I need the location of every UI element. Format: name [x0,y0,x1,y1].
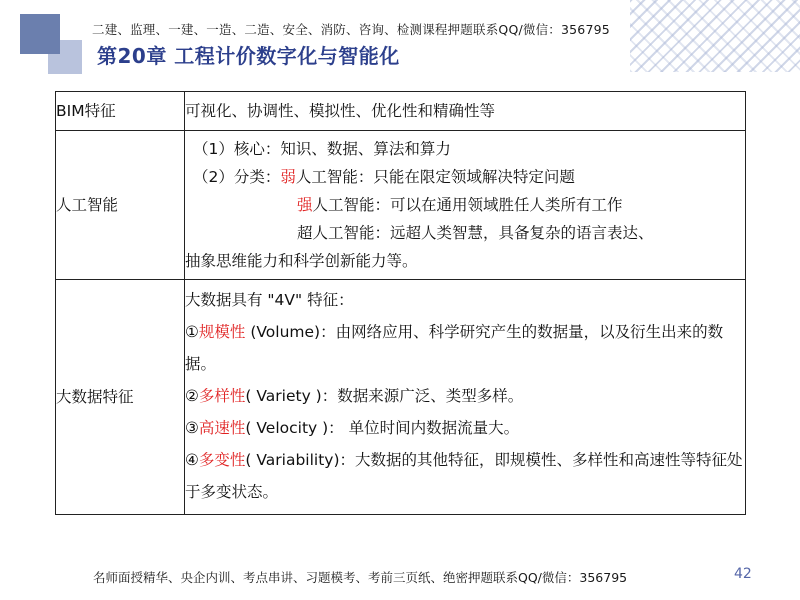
item-desc: ( Velocity )： 单位时间内数据流量大。 [245,419,520,437]
ai-core-line: （1）核心：知识、数据、算法和算力 [193,140,451,158]
table-row-ai [56,131,746,280]
decorative-square-dark [20,14,60,54]
page-number: 42 [734,566,752,582]
item-name: 高速性 [198,419,246,437]
ai-super-line-cont: 抽象思维能力和科学创新能力等。 [185,252,418,270]
row-label-bim: BIM特征 [56,92,185,131]
ai-strong-line [185,191,745,219]
row-body-big-data [185,280,746,515]
item-name: 多变性 [198,451,246,469]
footer-contact-line: 名师面授精华、央企内训、考点串讲、习题模考、考前三页纸、绝密押题联系QQ/微信：356795 [93,570,628,585]
item-number: ① [185,323,199,341]
big-data-intro: 大数据具有 "4V" 特征： [185,291,354,309]
big-data-item-variability [185,444,745,508]
item-name: 多样性 [198,387,246,405]
big-data-item-variety [185,380,745,412]
row-body-bim: 可视化、协调性、模拟性、优化性和精确性等 [185,92,746,131]
feature-table [55,91,746,515]
item-desc: ( Variety )：数据来源广泛、类型多样。 [245,387,524,405]
ai-weak-desc: 人工智能：只能在限定领域解决特定问题 [295,168,575,186]
header-contact-line: 二建、监理、一建、一造、二造、安全、消防、咨询、检测课程押题联系QQ/微信：356795 [92,22,610,37]
item-number: ② [185,387,199,405]
item-number: ③ [185,419,199,437]
row-body-ai [185,131,746,280]
row-label-big-data: 大数据特征 [56,280,185,515]
ai-weak-keyword: 弱 [280,168,296,186]
ai-class-prefix: （2）分类： [193,168,281,186]
big-data-item-velocity [185,412,745,444]
item-desc: (Volume)：由网络应用、科学研究产生的数据量，以及衍生出来的数据。 [185,323,724,373]
table-row-big-data [56,280,746,515]
ai-super-line: 超人工智能：远超人类智慧，具备复杂的语言表达、 [297,224,654,242]
item-desc: ( Variability)：大数据的其他特征，即规模性、多样性和高速性等特征处于多变状态。 [185,451,743,501]
table-row-bim [56,92,746,131]
ai-weak-line [185,163,745,191]
chapter-title: 第20章 工程计价数字化与智能化 [97,44,400,68]
ai-strong-keyword: 强 [297,196,313,214]
ai-strong-desc: 人工智能：可以在通用领域胜任人类所有工作 [312,196,623,214]
decorative-stripes [630,0,800,72]
big-data-item-volume [185,316,745,380]
item-name: 规模性 [198,323,246,341]
row-label-ai: 人工智能 [56,131,185,280]
item-number: ④ [185,451,199,469]
